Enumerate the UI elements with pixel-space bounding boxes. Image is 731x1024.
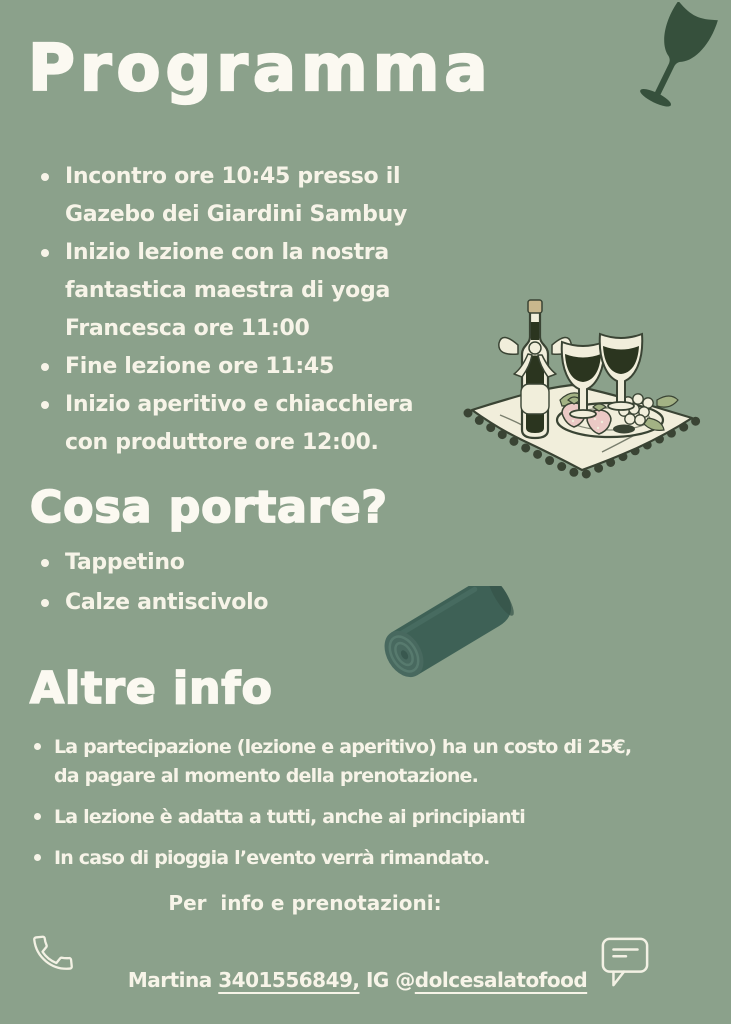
list-item-line: da pagare al momento della prenotazione. <box>54 765 479 787</box>
list-item <box>33 844 723 873</box>
programma-list <box>38 158 478 462</box>
list-item <box>38 158 478 234</box>
list-item-line: La partecipazione (lezione e aperitivo) ha un costo di 25€, <box>54 736 632 758</box>
list-item <box>33 803 723 832</box>
contact-name-label: Martina <box>127 968 219 992</box>
heading-programma: Programma <box>28 32 493 106</box>
chat-bubble-icon <box>600 934 650 990</box>
list-item <box>38 543 458 583</box>
yoga-mat-illustration <box>374 586 524 696</box>
list-item-line: Francesca ore 11:00 <box>65 316 310 341</box>
wine-glass-icon <box>626 2 722 120</box>
heading-cosa-portare: Cosa portare? <box>30 482 388 533</box>
list-item-line: Gazebo dei Giardini Sambuy <box>65 202 408 227</box>
list-item-line: La lezione è adatta a tutti, anche ai principianti <box>54 806 525 828</box>
list-item <box>38 348 478 386</box>
list-item-line: In caso di pioggia l’evento verrà rimandato. <box>54 847 490 869</box>
picnic-illustration <box>452 282 704 480</box>
list-item <box>38 234 478 348</box>
list-item <box>38 386 478 462</box>
phone-icon <box>30 930 76 976</box>
phone-number-link[interactable]: 3401556849, <box>218 968 360 992</box>
altre-info-list <box>33 733 723 885</box>
list-item-line: Fine lezione ore 11:45 <box>65 354 334 379</box>
list-item-line: fantastica maestra di yoga <box>65 278 390 303</box>
list-item-line: Calze antiscivolo <box>65 590 269 615</box>
list-item <box>33 733 723 791</box>
info-prenotazioni-label: Per info e prenotazioni: <box>168 891 442 915</box>
contact-line <box>102 944 587 1016</box>
list-item-line: Inizio lezione con la nostra <box>65 240 389 265</box>
instagram-handle-link[interactable]: dolcesalatofood <box>414 968 588 992</box>
list-item-line: Incontro ore 10:45 presso il <box>65 164 401 189</box>
instagram-label: IG @ <box>359 968 415 992</box>
list-item-line: Tappetino <box>65 550 185 575</box>
list-item-line: con produttore ore 12:00. <box>65 430 379 455</box>
list-item-line: Inizio aperitivo e chiacchiera <box>65 392 414 417</box>
heading-altre-info: Altre info <box>30 663 273 714</box>
